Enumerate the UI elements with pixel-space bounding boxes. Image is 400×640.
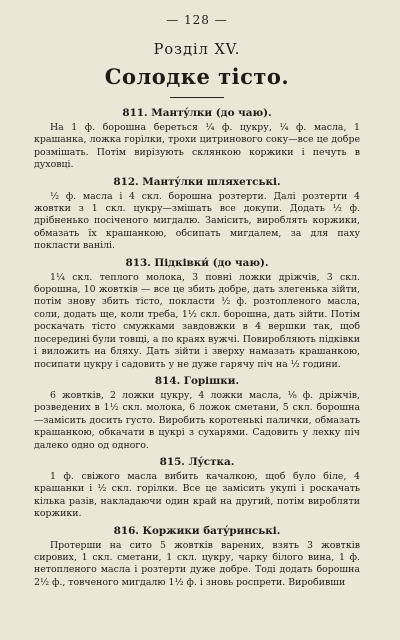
recipe-text: 6 жовтків, 2 ложки цукру, 4 ложки масла, ⅛ ф. дріжчів, розведених в 1½ скл. молока, 6 ложок сметани, 5 скл. борошна—замісить досить густо. Виробить коротенькі палички, обмазать крашанкою, обкачати в цукрі з сухарями. Садовить у лехку піч далеко одно од одного. xyxy=(34,389,360,451)
recipe-813 xyxy=(34,256,360,371)
recipe-heading: 816. Коржики батýринські. xyxy=(113,524,281,537)
page-title: Солодке тісто. xyxy=(104,64,290,89)
recipe-812 xyxy=(34,175,360,253)
recipe-815 xyxy=(34,455,360,521)
recipe-text: 1 ф. свіжого масла вибить качалкою, щоб було біле, 4 крашанки і ½ скл. горілки. Все це замісить укупі і роскачать кілька разів, накладаючи один край на другий, потім виробляти коржики. xyxy=(34,470,360,520)
recipe-heading: 811. Мантýлки (до чаю). xyxy=(122,107,272,119)
recipe-heading: 814. Горішки. xyxy=(154,374,240,387)
recipe-text: ½ ф. масла і 4 скл. борошна розтерти. Далі розтерти 4 жовтки з 1 скл. цукру—змішать все докупи. Додать ½ ф. дрібненько посіченого мигдалю. Замісить, вироблять коржики, обмазать їх крашанкою, обсипать мигдалем, за для паху покласти ванілі. xyxy=(34,190,360,252)
recipe-text: Протерши на сито 5 жовтків варених, взять 3 жовтків сирових, 1 скл. сметани, 1 скл. цукру, чарку білого вина, 1 ф. нетопленого масла і розтерти дуже добре. Тоді додать борошна 2½ ф., товченого мигдалю 1½ ф. і зновь роспрети. Виробивши xyxy=(34,539,360,588)
recipe-811 xyxy=(34,106,360,172)
recipe-text: 1¼ скл. теплого молока, 3 повні ложки дріжчів, 3 скл. борошна, 10 жовтків — все це збить добре, дать злегенька зійти, потім знову збить тісто, покласти ½ ф. розтопленого масла, соли, додать ще, коли треба, 1½ скл. борошна, дать зійти. Потім роскачать тісто смужками завдовжки в 4 вершки так, щоб посередині були товщі, а по краях вужчі. Повиробляють підківки і виложить на бляху. Дать зійти і зверху намазать крашанкою, посипати цукру і садовить у не дуже гарячу піч на ½ години. xyxy=(34,271,360,370)
recipe-814 xyxy=(34,374,360,452)
recipe-text: На 1 ф. борошна береться ¼ ф. цукру, ¼ ф. масла, 1 крашанка, ложка горілки, трохи цитринового соку—все це добре розмішать. Потім вирізують склянкою коржики і печуть в духовці. xyxy=(34,122,360,171)
recipe-816 xyxy=(34,524,360,590)
page-number: — 128 — xyxy=(166,13,228,27)
section-heading: Розділ XV. xyxy=(153,42,241,58)
title-divider xyxy=(170,97,224,98)
recipe-heading: 813. Підківки́ (до чаю). xyxy=(125,256,269,269)
recipe-heading: 815. Лýстка. xyxy=(159,455,235,468)
recipe-heading: 812. Мантýлки шляхетські. xyxy=(113,175,281,188)
